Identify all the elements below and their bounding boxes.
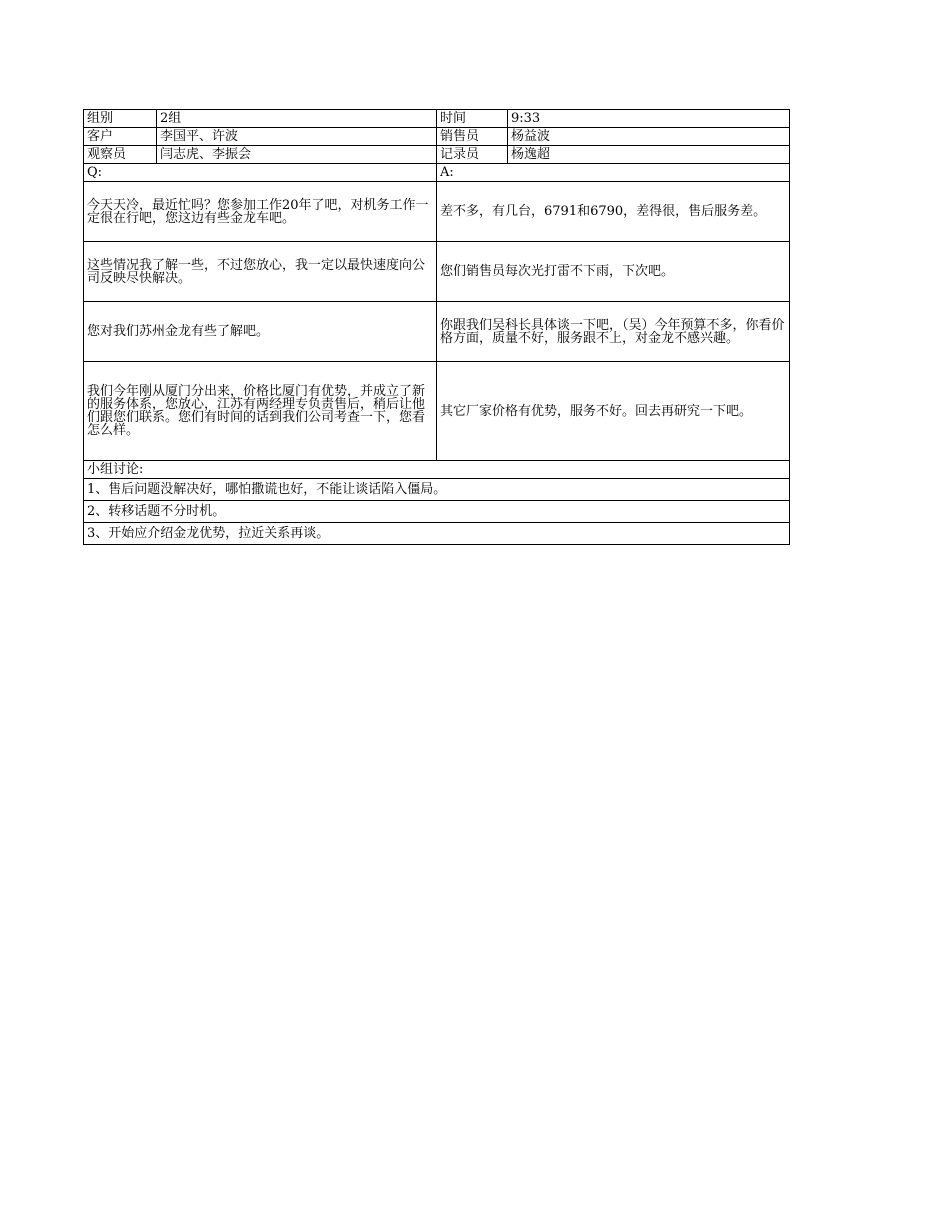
observer-value: 闫志虎、李振会 bbox=[157, 146, 437, 164]
recorder-label: 记录员 bbox=[437, 146, 508, 164]
qa-row bbox=[84, 182, 790, 242]
qa-row bbox=[84, 302, 790, 362]
answer-cell: 差不多，有几台，6791和6790，差得很，售后服务差。 bbox=[437, 182, 790, 242]
info-row-group bbox=[84, 110, 790, 128]
answer-cell: 其它厂家价格有优势，服务不好。回去再研究一下吧。 bbox=[437, 362, 790, 461]
qa-header-row bbox=[84, 164, 790, 182]
question-cell: 您对我们苏州金龙有些了解吧。 bbox=[84, 302, 437, 362]
discussion-row bbox=[84, 523, 790, 545]
question-cell: 今天天冷，最近忙吗？您参加工作20年了吧，对机务工作一定很在行吧，您这边有些金龙车吧。 bbox=[84, 182, 437, 242]
group-label: 组别 bbox=[84, 110, 157, 128]
question-cell: 这些情况我了解一些，不过您放心，我一定以最快速度向公司反映尽快解决。 bbox=[84, 242, 437, 302]
customer-value: 李国平、许波 bbox=[157, 128, 437, 146]
recorder-value: 杨逸超 bbox=[508, 146, 790, 164]
answer-cell: 您们销售员每次光打雷不下雨，下次吧。 bbox=[437, 242, 790, 302]
discussion-item: 1、售后问题没解决好，哪怕撒谎也好，不能让谈话陷入僵局。 bbox=[84, 479, 790, 501]
sales-value: 杨益波 bbox=[508, 128, 790, 146]
question-cell: 我们今年刚从厦门分出来，价格比厦门有优势，并成立了新的服务体系，您放心，江苏有两经理专负责售后，稍后让他们跟您们联系。您们有时间的话到我们公司考查一下，您看怎么样。 bbox=[84, 362, 437, 461]
question-header: Q: bbox=[84, 164, 437, 182]
time-label: 时间 bbox=[437, 110, 508, 128]
discussion-item: 3、开始应介绍金龙优势，拉近关系再谈。 bbox=[84, 523, 790, 545]
info-row-customer bbox=[84, 128, 790, 146]
group-value: 2组 bbox=[157, 110, 437, 128]
answer-header: A: bbox=[437, 164, 790, 182]
info-row-observer bbox=[84, 146, 790, 164]
answer-cell: 你跟我们吴科长具体谈一下吧，（吴）今年预算不多，你看价格方面，质量不好，服务跟不上，对金龙不感兴趣。 bbox=[437, 302, 790, 362]
discussion-item: 2、转移话题不分时机。 bbox=[84, 501, 790, 523]
time-value: 9:33 bbox=[508, 110, 790, 128]
discussion-row bbox=[84, 479, 790, 501]
discussion-title: 小组讨论: bbox=[84, 461, 790, 479]
qa-row bbox=[84, 242, 790, 302]
customer-label: 客户 bbox=[84, 128, 157, 146]
sales-observation-table bbox=[83, 109, 790, 545]
discussion-row bbox=[84, 501, 790, 523]
sales-label: 销售员 bbox=[437, 128, 508, 146]
qa-row bbox=[84, 362, 790, 461]
discussion-header-row bbox=[84, 461, 790, 479]
observer-label: 观察员 bbox=[84, 146, 157, 164]
